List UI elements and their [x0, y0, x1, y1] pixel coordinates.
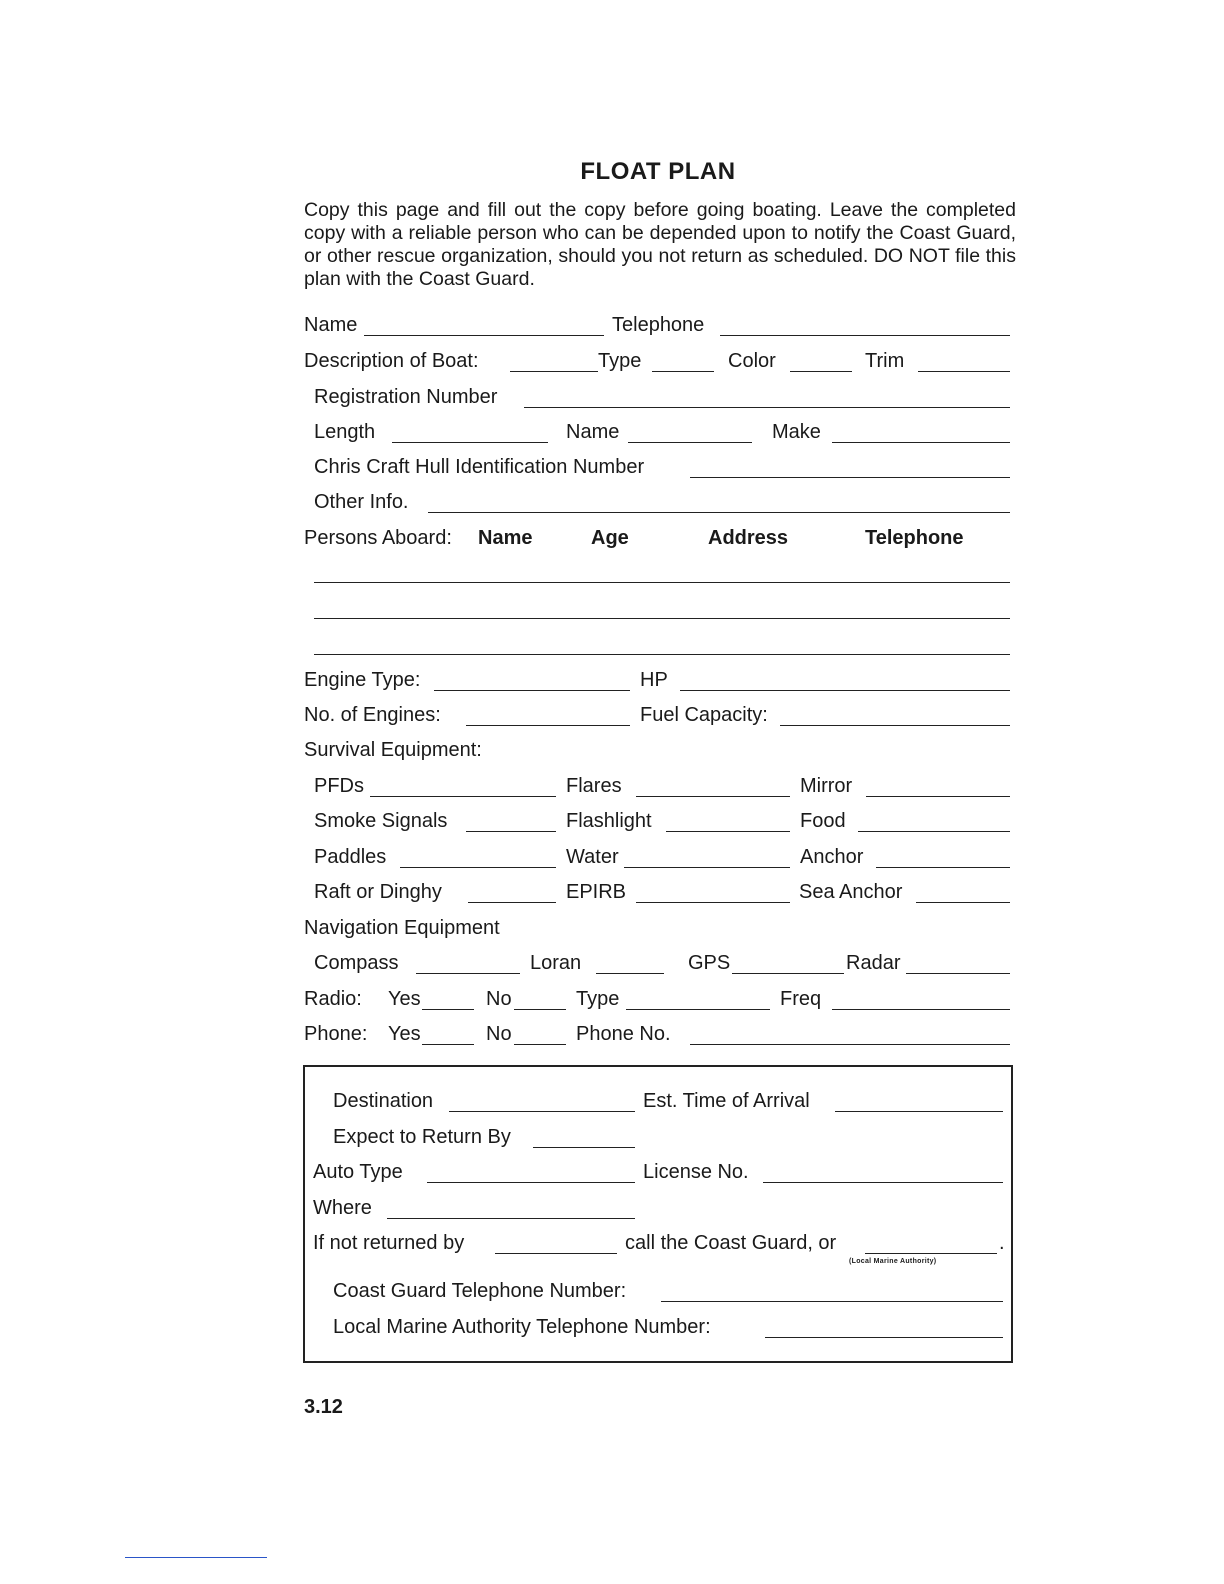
local-marine-phone-row: [305, 1313, 1011, 1343]
boat-name-label: Name: [566, 421, 620, 443]
smoke-signals-row: [304, 807, 1010, 837]
anchor-label: Anchor: [800, 846, 864, 868]
other-info-row: [304, 488, 1010, 518]
eta-label: Est. Time of Arrival: [643, 1090, 810, 1112]
coast-guard-phone-field[interactable]: [661, 1301, 1003, 1302]
hull-id-field[interactable]: [690, 477, 1010, 478]
paddles-label: Paddles: [314, 846, 387, 868]
footer-link-underline: [125, 1557, 267, 1558]
raft-or-dinghy-field[interactable]: [468, 902, 556, 903]
navigation-equipment-label: Navigation Equipment: [304, 917, 500, 939]
coast-guard-phone-label: Coast Guard Telephone Number:: [333, 1280, 627, 1302]
hp-label: HP: [640, 669, 668, 691]
make-field[interactable]: [832, 442, 1010, 443]
boat-description-row: [304, 347, 1010, 377]
type-field[interactable]: [652, 371, 714, 372]
epirb-field[interactable]: [636, 902, 790, 903]
smoke-signals-field[interactable]: [466, 831, 556, 832]
fuel-capacity-field[interactable]: [780, 725, 1010, 726]
where-label: Where: [313, 1197, 372, 1219]
loran-field[interactable]: [596, 973, 664, 974]
radio-no-field[interactable]: [514, 1009, 566, 1010]
where-field[interactable]: [387, 1218, 635, 1219]
gps-field[interactable]: [732, 973, 844, 974]
boat-name-field[interactable]: [628, 442, 752, 443]
color-label: Color: [728, 350, 776, 372]
radio-label: Radio:: [304, 988, 362, 1010]
destination-field[interactable]: [449, 1111, 635, 1112]
boat-description-field[interactable]: [510, 371, 598, 372]
hull-id-row: [304, 453, 1010, 483]
page-title: FLOAT PLAN: [580, 158, 736, 185]
call-coast-guard-label: call the Coast Guard, or: [625, 1232, 837, 1254]
destination-row: [305, 1087, 1011, 1117]
hp-field[interactable]: [680, 690, 1010, 691]
engine-type-label: Engine Type:: [304, 669, 421, 691]
flares-field[interactable]: [636, 796, 790, 797]
pfds-field[interactable]: [370, 796, 556, 797]
expect-return-row: [305, 1123, 1011, 1153]
gps-label: GPS: [688, 952, 731, 974]
radio-yes-field[interactable]: [422, 1009, 474, 1010]
raft-row: [304, 878, 1010, 908]
where-row: [305, 1194, 1011, 1224]
survival-equipment-label: Survival Equipment:: [304, 739, 482, 761]
radio-type-label: Type: [576, 988, 620, 1010]
engine-type-row: [304, 666, 1010, 696]
water-label: Water: [566, 846, 619, 868]
intro-paragraph: Copy this page and fill out the copy before going boating. Leave the completed copy with a reliable person who can be depended upon to notify the Coast Guard, or other rescue organization, should you not return as scheduled. DO NOT file this plan with the Coast Guard.: [304, 199, 1016, 290]
pfds-row: [304, 772, 1010, 802]
boat-description-label: Description of Boat:: [304, 350, 479, 372]
mirror-label: Mirror: [800, 775, 853, 797]
no-of-engines-field[interactable]: [466, 725, 630, 726]
water-field[interactable]: [624, 867, 790, 868]
flashlight-label: Flashlight: [566, 810, 652, 832]
length-label: Length: [314, 421, 376, 443]
telephone-label: Telephone: [612, 314, 705, 336]
auto-type-label: Auto Type: [313, 1161, 403, 1183]
destination-label: Destination: [333, 1090, 434, 1112]
flashlight-field[interactable]: [666, 831, 790, 832]
compass-field[interactable]: [416, 973, 520, 974]
phone-label: Phone:: [304, 1023, 368, 1045]
trim-field[interactable]: [918, 371, 1010, 372]
length-field[interactable]: [392, 442, 548, 443]
if-not-returned-field[interactable]: [495, 1253, 617, 1254]
person-entry-line[interactable]: [314, 582, 1010, 583]
if-not-returned-row: [305, 1229, 1011, 1259]
radio-no-label: No: [486, 988, 512, 1010]
raft-or-dinghy-label: Raft or Dinghy: [314, 881, 442, 903]
person-entry-line[interactable]: [314, 618, 1010, 619]
phone-yes-label: Yes: [388, 1023, 421, 1045]
trip-details-box: [303, 1065, 1013, 1363]
anchor-field[interactable]: [876, 867, 1010, 868]
paddles-field[interactable]: [400, 867, 556, 868]
fuel-capacity-label: Fuel Capacity:: [640, 704, 768, 726]
epirb-label: EPIRB: [566, 881, 627, 903]
sea-anchor-label: Sea Anchor: [799, 881, 903, 903]
persons-header-name: Name: [478, 527, 533, 549]
name-field[interactable]: [364, 335, 604, 336]
phone-yes-field[interactable]: [422, 1044, 474, 1045]
local-marine-phone-field[interactable]: [765, 1337, 1003, 1338]
other-info-field[interactable]: [428, 512, 1010, 513]
persons-header-telephone: Telephone: [865, 527, 964, 549]
person-entry-line[interactable]: [314, 654, 1010, 655]
pfds-label: PFDs: [314, 775, 364, 797]
length-name-make-row: [304, 418, 1010, 448]
persons-aboard-label: Persons Aboard:: [304, 527, 452, 549]
food-field[interactable]: [858, 831, 1010, 832]
no-of-engines-label: No. of Engines:: [304, 704, 441, 726]
eta-field[interactable]: [835, 1111, 1003, 1112]
freq-field[interactable]: [832, 1009, 1010, 1010]
phone-no-label: No: [486, 1023, 512, 1045]
make-label: Make: [772, 421, 821, 443]
flares-label: Flares: [566, 775, 622, 797]
engines-fuel-row: [304, 701, 1010, 731]
food-label: Food: [800, 810, 846, 832]
radio-yes-label: Yes: [388, 988, 421, 1010]
engine-type-field[interactable]: [434, 690, 630, 691]
phone-no-field[interactable]: [514, 1044, 566, 1045]
radio-row: [304, 985, 1010, 1015]
mirror-field[interactable]: [866, 796, 1010, 797]
phone-row: [304, 1020, 1010, 1050]
phone-number-field[interactable]: [690, 1044, 1010, 1045]
registration-label: Registration Number: [314, 386, 498, 408]
radar-label: Radar: [846, 952, 901, 974]
telephone-field[interactable]: [720, 335, 1010, 336]
page-number: 3.12: [304, 1396, 343, 1418]
other-info-label: Other Info.: [314, 491, 409, 513]
local-marine-authority-caption: (Local Marine Authority): [849, 1258, 937, 1265]
hull-id-label: Chris Craft Hull Identification Number: [314, 456, 645, 478]
local-marine-authority-field[interactable]: [865, 1253, 997, 1254]
persons-header-age: Age: [591, 527, 629, 549]
expect-return-field[interactable]: [533, 1147, 635, 1148]
persons-header-address: Address: [708, 527, 789, 549]
if-not-returned-label: If not returned by: [313, 1232, 465, 1254]
survival-equipment-row: [304, 736, 1010, 766]
name-label: Name: [304, 314, 358, 336]
auto-type-row: [305, 1158, 1011, 1188]
expect-return-label: Expect to Return By: [333, 1126, 511, 1148]
license-no-field[interactable]: [763, 1182, 1003, 1183]
name-telephone-row: [304, 311, 1010, 341]
compass-row: [304, 949, 1010, 979]
phone-number-label: Phone No.: [576, 1023, 671, 1045]
navigation-equipment-row: [304, 914, 1010, 944]
coast-guard-phone-row: [305, 1277, 1011, 1307]
smoke-signals-label: Smoke Signals: [314, 810, 448, 832]
paddles-row: [304, 843, 1010, 873]
trim-label: Trim: [865, 350, 905, 372]
type-label: Type: [598, 350, 642, 372]
persons-aboard-row: [304, 524, 1010, 554]
sea-anchor-field[interactable]: [916, 902, 1010, 903]
auto-type-field[interactable]: [427, 1182, 635, 1183]
period-mark: .: [999, 1232, 1005, 1254]
freq-label: Freq: [780, 988, 822, 1010]
radio-type-field[interactable]: [626, 1009, 770, 1010]
license-no-label: License No.: [643, 1161, 749, 1183]
color-field[interactable]: [790, 371, 852, 372]
local-marine-phone-label: Local Marine Authority Telephone Number:: [333, 1316, 711, 1338]
compass-label: Compass: [314, 952, 399, 974]
loran-label: Loran: [530, 952, 582, 974]
registration-row: [304, 383, 1010, 413]
radar-field[interactable]: [906, 973, 1010, 974]
registration-field[interactable]: [524, 407, 1010, 408]
